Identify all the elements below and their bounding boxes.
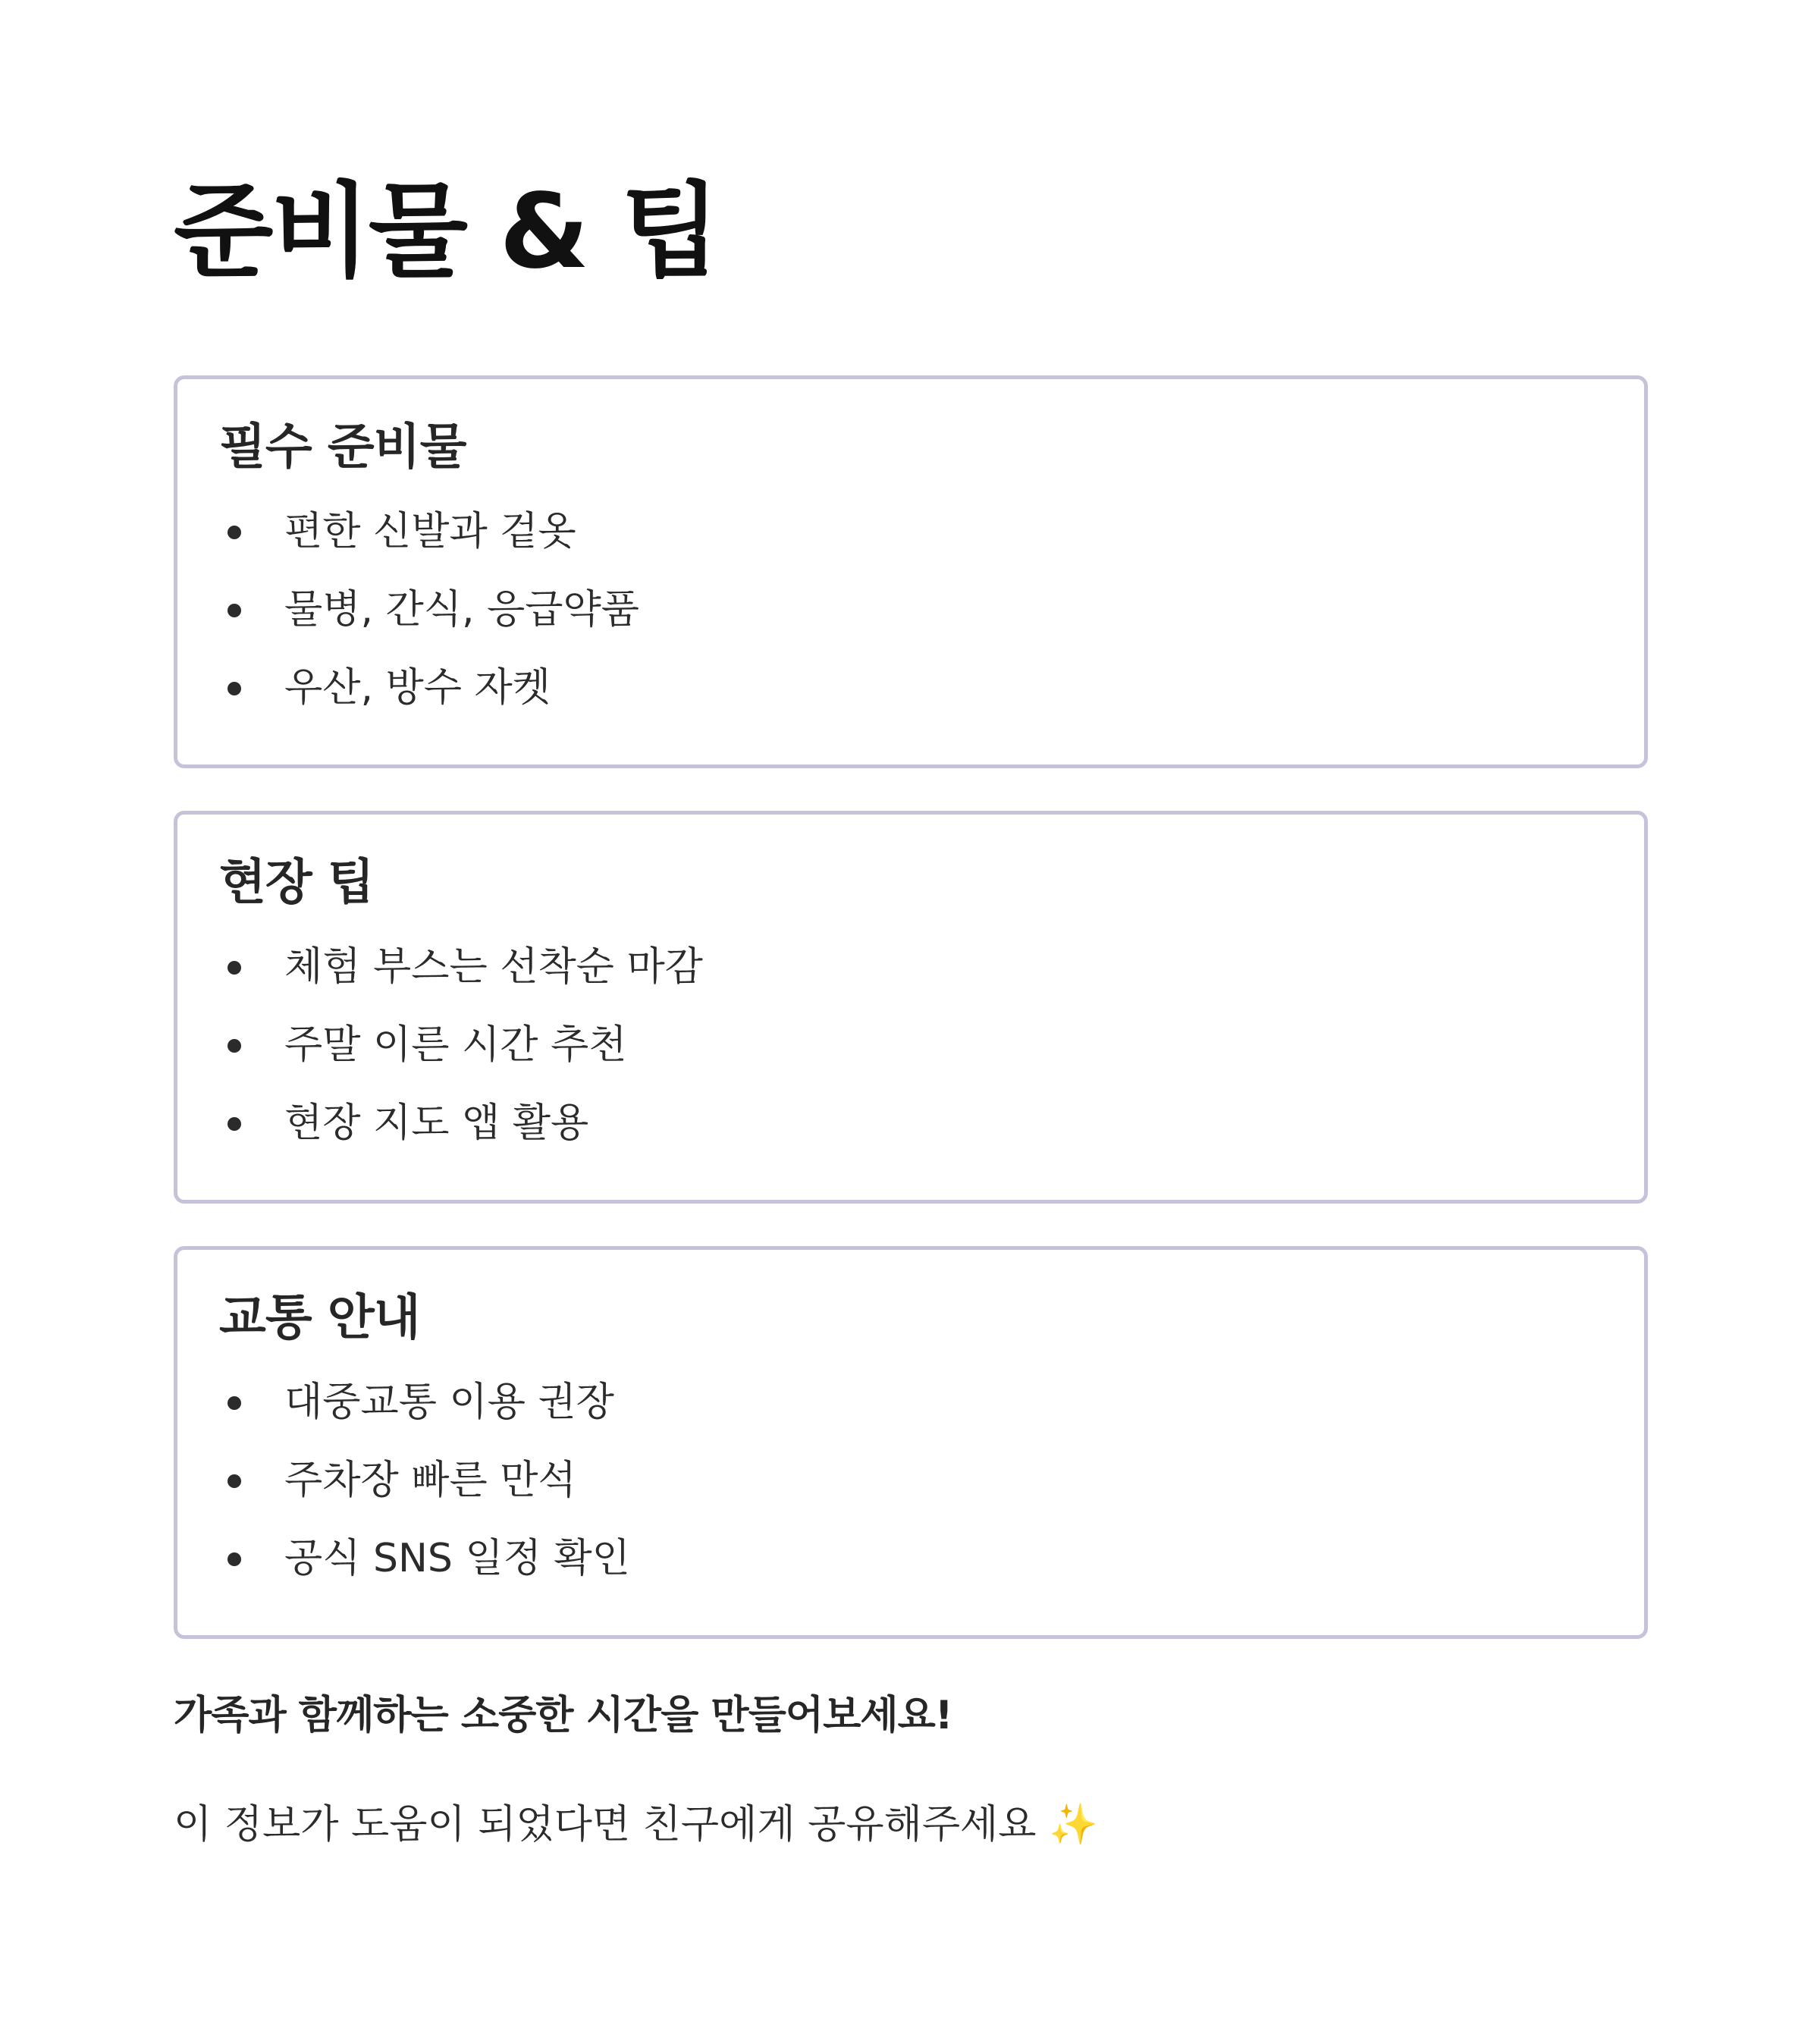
- list-item-text: 주차장 빠른 만석: [284, 1458, 576, 1503]
- list-item-text: 공식 SNS 일정 확인: [284, 1536, 630, 1581]
- list-item-text: 체험 부스는 선착순 마감: [284, 944, 703, 990]
- list-item-text: 대중교통 이용 권장: [284, 1380, 614, 1425]
- page-title: 준비물 & 팁: [174, 172, 718, 292]
- list-item-text: 우산, 방수 자켓: [284, 665, 551, 711]
- bullet-icon: [228, 682, 241, 695]
- bullet-icon: [228, 1474, 241, 1488]
- section-heading: 교통 안내: [219, 1290, 420, 1346]
- list-item-text: 물병, 간식, 응급약품: [284, 587, 639, 633]
- section-heading: 필수 준비물: [219, 419, 466, 476]
- bullet-icon: [228, 526, 241, 539]
- bullet-icon: [228, 1117, 241, 1131]
- bullet-icon: [228, 1039, 241, 1053]
- share-note: 이 정보가 도움이 되었다면 친구에게 공유해주세요 ✨: [174, 1802, 1098, 1847]
- bullet-icon: [228, 604, 241, 617]
- section-transport: [174, 1246, 1648, 1639]
- bullet-icon: [228, 961, 241, 975]
- bullet-icon: [228, 1396, 241, 1410]
- list-item-text: 편한 신발과 겉옷: [284, 509, 576, 554]
- section-heading: 현장 팁: [219, 855, 374, 911]
- section-onsite-tips: [174, 811, 1648, 1204]
- section-essentials: [174, 375, 1648, 768]
- bullet-icon: [228, 1552, 241, 1566]
- list-item-text: 현장 지도 앱 활용: [284, 1100, 589, 1146]
- closing-message: 가족과 함께하는 소중한 시간을 만들어보세요!: [174, 1693, 952, 1738]
- list-item-text: 주말 이른 시간 추천: [284, 1022, 627, 1068]
